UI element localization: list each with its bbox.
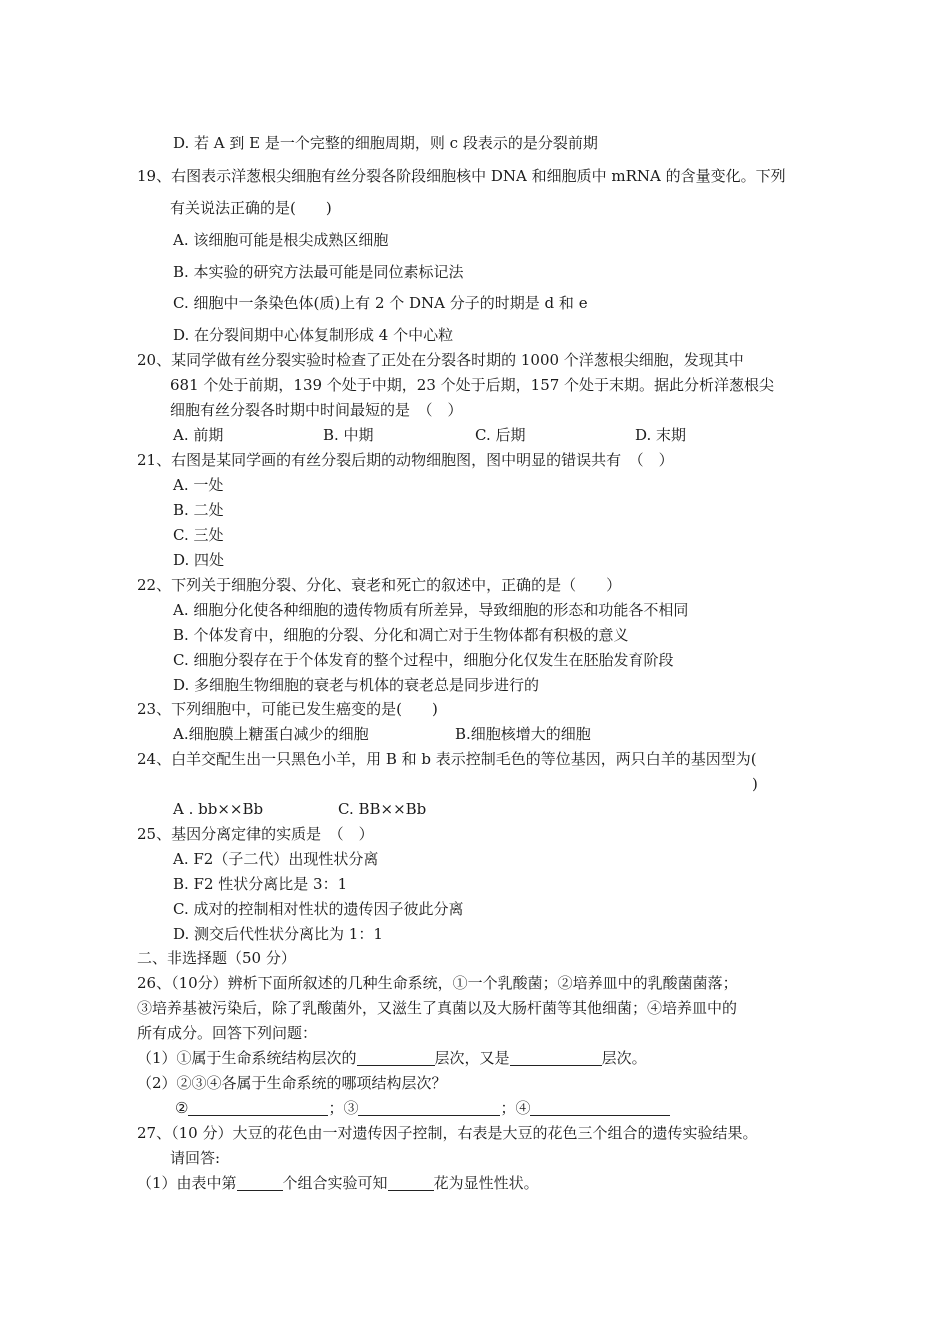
q27-part1-text-c: 花为显性性状。 [433,1174,539,1192]
q26-stem-line3: 所有成分。回答下列问题： [137,1024,318,1042]
q20-stem-line2: 681 个处于前期，139 个处于中期，23 个处于后期，157 个处于末期。据此分析洋葱根尖 [170,376,775,394]
q19-option-a: A. 该细胞可能是根尖成熟区细胞 [173,231,389,249]
q24-option-a: A . bb××Bb [173,800,264,818]
q26-blank-1[interactable] [357,1050,435,1066]
q25-option-c: C. 成对的控制相对性状的遗传因子彼此分离 [173,900,464,918]
q26-mark-4: ；④ [500,1099,531,1117]
q26-stem-line1: 26、（10分）辨析下面所叙述的几种生命系统，①一个乳酸菌；②培养皿中的乳酸菌菌落； [137,974,738,992]
q22-option-d: D. 多细胞生物细胞的衰老与机体的衰老总是同步进行的 [173,676,540,694]
q27-stem-line2: 请回答: [170,1149,221,1167]
q20-stem-line3: 细胞有丝分裂各时期中时间最短的是 （ ） [170,401,463,419]
q21-option-c: C. 三处 [173,526,224,544]
q26-part1-text-a: （1）①属于生命系统结构层次的 [137,1049,357,1067]
q27-part1-text-b: 个组合实验可知 [282,1174,388,1192]
q25-option-b: B. F2 性状分离比是 3：1 [173,875,348,893]
q22-option-c: C. 细胞分裂存在于个体发育的整个过程中，细胞分化仅发生在胚胎发育阶段 [173,651,674,669]
q21-stem: 21、右图是某同学画的有丝分裂后期的动物细胞图，图中明显的错误共有 （ ） [137,451,674,469]
q25-stem: 25、基因分离定律的实质是 （ ） [137,825,374,843]
q27-stem-line1: 27、（10 分）大豆的花色由一对遗传因子控制，右表是大豆的花色三个组合的遗传实验结果。 [137,1124,758,1142]
q19-stem-line2: 有关说法正确的是( ) [170,199,332,217]
q23-option-a: A.细胞膜上糖蛋白减少的细胞 [173,725,369,743]
q26-part1-text-c: 层次。 [601,1049,647,1067]
q23-stem: 23、下列细胞中，可能已发生癌变的是( ) [137,700,438,718]
q27-blank-1[interactable] [237,1175,283,1191]
q22-option-a: A. 细胞分化使各种细胞的遗传物质有所差异，导致细胞的形态和功能各不相同 [173,601,689,619]
q26-blank-5[interactable] [530,1100,670,1116]
q26-blank-2[interactable] [510,1050,602,1066]
q27-part1-text-a: （1）由表中第 [137,1174,237,1192]
q20-option-d: D. 末期 [635,426,687,444]
q25-option-a: A. F2（子二代）出现性状分离 [173,850,379,868]
q27-blank-2[interactable] [388,1175,434,1191]
q18-option-d: D. 若 A 到 E 是一个完整的细胞周期，则 c 段表示的是分裂前期 [173,134,598,152]
q20-stem-line1: 20、某同学做有丝分裂实验时检查了正处在分裂各时期的 1000 个洋葱根尖细胞，发现其中 [137,351,744,369]
q22-option-b: B. 个体发育中，细胞的分裂、分化和凋亡对于生物体都有积极的意义 [173,626,629,644]
q22-stem: 22、下列关于细胞分裂、分化、衰老和死亡的叙述中，正确的是（ ） [137,576,622,594]
q24-stem-close: ) [752,775,758,793]
q26-part2-blanks [175,1098,670,1118]
q27-part1 [137,1173,539,1193]
q21-option-b: B. 二处 [173,501,224,519]
q23-option-b: B.细胞核增大的细胞 [455,725,591,743]
q26-mark-2: ② [175,1099,189,1117]
q26-blank-4[interactable] [358,1100,500,1116]
q21-option-a: A. 一处 [173,476,224,494]
q26-mark-3: ；③ [328,1099,359,1117]
q26-part1-text-b: 层次，又是 [434,1049,510,1067]
q21-option-d: D. 四处 [173,551,225,569]
section-heading: 二、非选择题（50 分） [137,949,296,967]
q19-option-c: C. 细胞中一条染色体(质)上有 2 个 DNA 分子的时期是 d 和 e [173,294,588,312]
q19-option-d: D. 在分裂间期中心体复制形成 4 个中心粒 [173,326,454,344]
q20-option-a: A. 前期 [173,426,224,444]
q26-part1 [137,1048,647,1068]
q19-option-b: B. 本实验的研究方法最可能是同位素标记法 [173,263,464,281]
q24-option-c: C. BB××Bb [338,800,427,818]
q20-option-b: B. 中期 [323,426,374,444]
q20-option-c: C. 后期 [475,426,526,444]
q26-stem-line2: ③培养基被污染后，除了乳酸菌外，又滋生了真菌以及大肠杆菌等其他细菌；④培养皿中的 [137,999,738,1017]
q26-blank-3[interactable] [188,1100,328,1116]
q19-stem-line1: 19、右图表示洋葱根尖细胞有丝分裂各阶段细胞核中 DNA 和细胞质中 mRNA 的含量变化。下列 [137,167,786,185]
q24-stem: 24、白羊交配生出一只黑色小羊，用 B 和 b 表示控制毛色的等位基因，两只白羊的基因型为( [137,750,757,768]
q26-part2: （2）②③④各属于生命系统的哪项结构层次？ [137,1074,447,1092]
q25-option-d: D. 测交后代性状分离比为 1：1 [173,925,383,943]
